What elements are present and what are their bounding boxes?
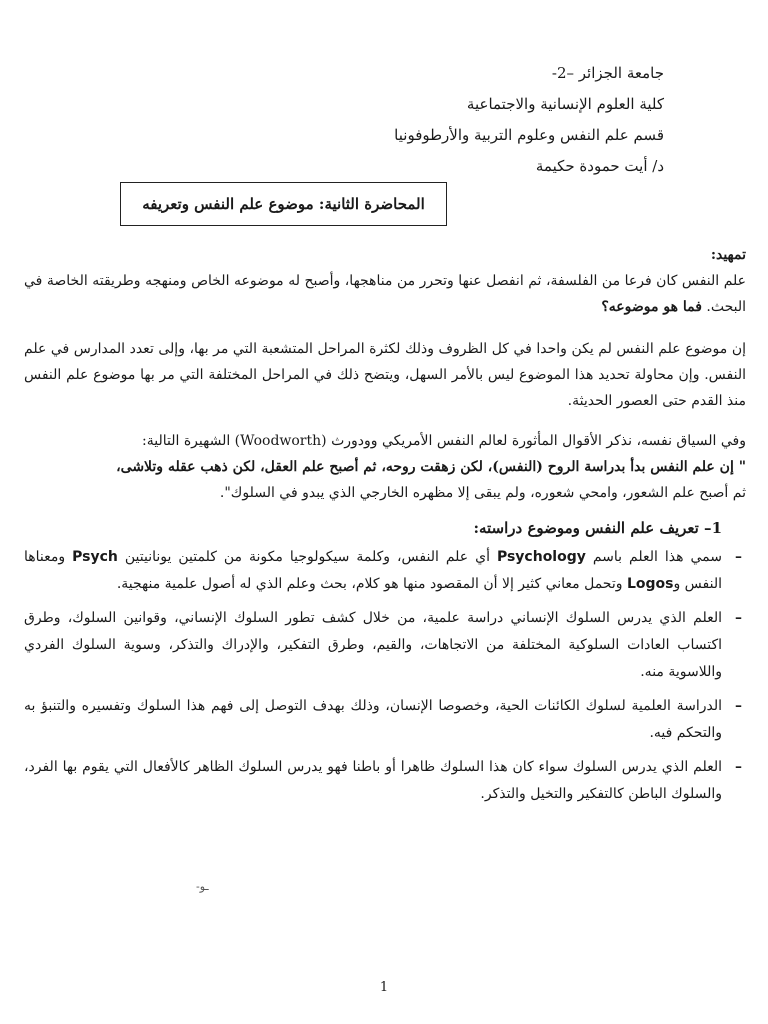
page-number: 1 <box>379 980 389 995</box>
author-name: د/ أيت حمودة حكيمة <box>535 157 664 175</box>
intro-label: تمهيد: <box>710 247 746 263</box>
definition-3-text: الدراسة العلمية لسلوك الكائنات الحية، وخصوصا الإنسان، وذلك بهدف التوصل إلى فهم هذا السلوك وتفسيره والتنبؤ به والتحكم فيه. <box>24 698 722 741</box>
department-name: قسم علم النفس وعلوم التربية والأرطوفونيا <box>394 126 664 144</box>
term-psych: Psych <box>72 549 118 565</box>
intro-question: فما هو موضوعه؟ <box>601 299 702 315</box>
definition-1-text-d: وتحمل معاني كثير إلا أن المقصود منها هو كلام، بحث وعلم الذي له أصول علمية منهجية. <box>116 576 623 592</box>
faculty-name: كلية العلوم الإنسانية والاجتماعية <box>466 95 664 113</box>
definition-4-text: العلم الذي يدرس السلوك سواء كان هذا السلوك ظاهرا أو باطنا فهو يدرس السلوك الظاهر كالأفعال التي يقوم بها الفرد، والسلوك الباطن كالتفكير والتخيل والتذكر. <box>24 759 722 802</box>
definition-1-text-a: سمي هذا العلم باسم <box>592 549 722 565</box>
definition-item-1 <box>24 544 746 598</box>
definitions-list <box>24 544 746 815</box>
scan-mark: -ـو <box>196 880 209 893</box>
university-name: جامعة الجزائر –2- <box>551 64 664 82</box>
woodworth-lead: وفي السياق نفسه، نذكر الأقوال المأثورة لعالم النفس الأمريكي وودورث (Woodworth) الشهيرة التالية: <box>142 433 746 449</box>
intro-paragraph-2: إن موضوع علم النفس لم يكن واحدا في كل الظروف وذلك لكثرة المراحل المتشعبة التي مر بها، وإلى تعدد المدارس في علم النفس. وإن محاولة تحديد هذا الموضوع ليس بالأمر السهل، ويتضح ذلك في المراحل المختلفة التي مر بها موضوع علم النفس منذ القدم حتى العصور الحديثة. <box>24 341 746 409</box>
bullet-dash: – <box>735 610 742 626</box>
section-1-heading: 1– تعريف علم النفس وموضوع دراسته: <box>473 519 722 537</box>
term-logos: Logos <box>626 576 674 592</box>
definition-1-text-c: ومعناها النفس و <box>24 549 722 592</box>
definition-item-3 <box>24 693 746 747</box>
lecture-title: المحاضرة الثانية: موضوع علم النفس وتعريفه <box>142 195 425 213</box>
intro-paragraph-3 <box>24 428 746 506</box>
intro-paragraph-1-text: علم النفس كان فرعا من الفلسفة، ثم انفصل عنها وتحرر من مناهجها، وأصبح له موضوعه الخاص ومنهجه وطريقته الخاصة في البحث. <box>24 273 746 315</box>
woodworth-quote-bold: " إن علم النفس بدأ بدراسة الروح (النفس)، لكن زهقت روحه، ثم أصبح علم العقل، لكن ذهب عقله وتلاشى، <box>116 459 746 475</box>
bullet-dash: – <box>735 549 742 565</box>
document-header <box>164 58 664 182</box>
definition-1-text-b: أي علم النفس، وكلمة سيكولوجيا مكونة من كلمتين يونانيتين <box>124 549 490 565</box>
woodworth-quote-rest: ثم أصبح علم الشعور، وامحي شعوره، ولم يبقى إلا مظهره الخارجي الذي يبدو في السلوك". <box>219 485 746 501</box>
definition-item-4 <box>24 754 746 808</box>
term-psychology: Psychology <box>496 549 586 565</box>
bullet-dash: – <box>735 759 742 775</box>
definition-item-2 <box>24 605 746 686</box>
lecture-title-box <box>120 182 447 226</box>
definition-2-text: العلم الذي يدرس السلوك الإنساني دراسة علمية، من خلال كشف تطور السلوك الإنساني، وقوانين السلوك، وطرق اكتساب العادات السلوكية المختلفة من الاتجاهات، والقيم، وطرق التفكير، والإدراك والتذكر، وسوية السلوك الفردي واللاسوية منه. <box>24 610 722 680</box>
intro-paragraph-1 <box>24 268 746 320</box>
bullet-dash: – <box>735 698 742 714</box>
